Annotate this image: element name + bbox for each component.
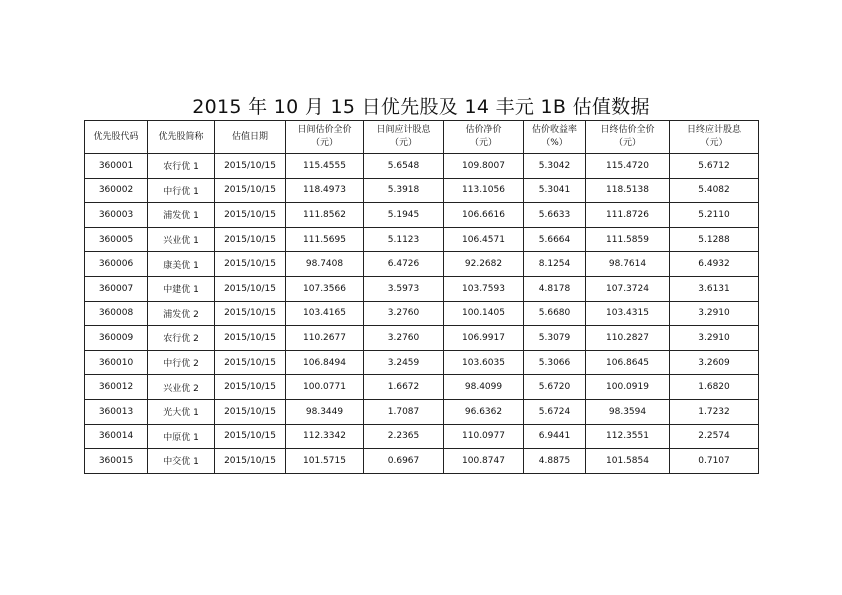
column-header xyxy=(524,121,586,154)
date-cell: 2015/10/15 xyxy=(215,375,286,400)
yield-cell: 5.6633 xyxy=(524,203,586,228)
table-body xyxy=(85,154,759,474)
table-row xyxy=(85,154,759,179)
yield-cell: 4.8178 xyxy=(524,276,586,301)
column-header-label: 日终应计股息 xyxy=(686,125,741,135)
code-cell: 360003 xyxy=(85,203,148,228)
intraday-accrued-dividend-cell: 5.3918 xyxy=(364,178,444,203)
code-cell: 360007 xyxy=(85,276,148,301)
intraday-accrued-dividend-cell: 2.2365 xyxy=(364,424,444,449)
column-header-label: 估值日期 xyxy=(231,131,268,142)
close-accrued-dividend-cell: 5.4082 xyxy=(670,178,759,203)
table-row xyxy=(85,375,759,400)
yield-cell: 8.1254 xyxy=(524,252,586,277)
column-header xyxy=(670,121,759,154)
name-cell: 光大优 1 xyxy=(148,399,215,424)
intraday-full-price-cell: 111.5695 xyxy=(286,227,364,252)
intraday-full-price-cell: 110.2677 xyxy=(286,326,364,351)
close-accrued-dividend-cell: 3.2910 xyxy=(670,326,759,351)
date-cell: 2015/10/15 xyxy=(215,449,286,474)
net-price-cell: 106.6616 xyxy=(444,203,524,228)
close-full-price-cell: 103.4315 xyxy=(586,301,670,326)
intraday-full-price-cell: 98.3449 xyxy=(286,399,364,424)
intraday-accrued-dividend-cell: 5.1945 xyxy=(364,203,444,228)
name-cell: 浦发优 2 xyxy=(148,301,215,326)
column-header-label: 日间估价全价 xyxy=(297,125,352,135)
table-header-row xyxy=(85,121,759,154)
intraday-full-price-cell: 112.3342 xyxy=(286,424,364,449)
intraday-full-price-cell: 115.4555 xyxy=(286,154,364,179)
close-full-price-cell: 115.4720 xyxy=(586,154,670,179)
yield-cell: 5.3066 xyxy=(524,350,586,375)
date-cell: 2015/10/15 xyxy=(215,326,286,351)
name-cell: 中行优 2 xyxy=(148,350,215,375)
intraday-accrued-dividend-cell: 3.2760 xyxy=(364,326,444,351)
net-price-cell: 109.8007 xyxy=(444,154,524,179)
close-full-price-cell: 111.5859 xyxy=(586,227,670,252)
yield-cell: 4.8875 xyxy=(524,449,586,474)
name-cell: 农行优 2 xyxy=(148,326,215,351)
table-row xyxy=(85,399,759,424)
close-accrued-dividend-cell: 2.2574 xyxy=(670,424,759,449)
intraday-full-price-cell: 98.7408 xyxy=(286,252,364,277)
date-cell: 2015/10/15 xyxy=(215,178,286,203)
close-accrued-dividend-cell: 5.1288 xyxy=(670,227,759,252)
close-accrued-dividend-cell: 3.6131 xyxy=(670,276,759,301)
intraday-full-price-cell: 118.4973 xyxy=(286,178,364,203)
intraday-accrued-dividend-cell: 1.7087 xyxy=(364,399,444,424)
close-accrued-dividend-cell: 1.7232 xyxy=(670,399,759,424)
column-header-label: 优先股代码 xyxy=(93,131,139,142)
column-header-unit: （元） xyxy=(613,138,641,148)
name-cell: 浦发优 1 xyxy=(148,203,215,228)
table-row xyxy=(85,350,759,375)
date-cell: 2015/10/15 xyxy=(215,227,286,252)
column-header-unit: （元） xyxy=(310,138,338,148)
close-accrued-dividend-cell: 3.2910 xyxy=(670,301,759,326)
column-header-label: 日间应计股息 xyxy=(376,125,431,135)
close-full-price-cell: 112.3551 xyxy=(586,424,670,449)
net-price-cell: 98.4099 xyxy=(444,375,524,400)
net-price-cell: 103.6035 xyxy=(444,350,524,375)
net-price-cell: 106.9917 xyxy=(444,326,524,351)
name-cell: 中原优 1 xyxy=(148,424,215,449)
net-price-cell: 100.1405 xyxy=(444,301,524,326)
code-cell: 360009 xyxy=(85,326,148,351)
intraday-accrued-dividend-cell: 3.2459 xyxy=(364,350,444,375)
intraday-full-price-cell: 107.3566 xyxy=(286,276,364,301)
close-full-price-cell: 98.3594 xyxy=(586,399,670,424)
code-cell: 360015 xyxy=(85,449,148,474)
yield-cell: 5.6724 xyxy=(524,399,586,424)
code-cell: 360013 xyxy=(85,399,148,424)
close-full-price-cell: 101.5854 xyxy=(586,449,670,474)
date-cell: 2015/10/15 xyxy=(215,350,286,375)
table-row xyxy=(85,203,759,228)
name-cell: 兴业优 1 xyxy=(148,227,215,252)
name-cell: 康美优 1 xyxy=(148,252,215,277)
net-price-cell: 103.7593 xyxy=(444,276,524,301)
document-title: 2015 年 10 月 15 日优先股及 14 丰元 1B 估值数据 xyxy=(192,96,650,118)
close-accrued-dividend-cell: 1.6820 xyxy=(670,375,759,400)
close-full-price-cell: 100.0919 xyxy=(586,375,670,400)
yield-cell: 5.3079 xyxy=(524,326,586,351)
column-header-label: 日终估价全价 xyxy=(600,125,655,135)
yield-cell: 5.3041 xyxy=(524,178,586,203)
intraday-accrued-dividend-cell: 3.2760 xyxy=(364,301,444,326)
net-price-cell: 113.1056 xyxy=(444,178,524,203)
yield-cell: 5.6680 xyxy=(524,301,586,326)
table-row xyxy=(85,301,759,326)
column-header-unit: （元） xyxy=(469,138,497,148)
table-row xyxy=(85,424,759,449)
name-cell: 兴业优 2 xyxy=(148,375,215,400)
table-row xyxy=(85,252,759,277)
table-row xyxy=(85,449,759,474)
close-accrued-dividend-cell: 6.4932 xyxy=(670,252,759,277)
column-header-unit: （元） xyxy=(389,138,417,148)
net-price-cell: 106.4571 xyxy=(444,227,524,252)
column-header-label: 估价净价 xyxy=(465,125,502,135)
intraday-full-price-cell: 103.4165 xyxy=(286,301,364,326)
column-header xyxy=(85,121,148,154)
intraday-full-price-cell: 106.8494 xyxy=(286,350,364,375)
table-row xyxy=(85,178,759,203)
column-header xyxy=(215,121,286,154)
close-accrued-dividend-cell: 0.7107 xyxy=(670,449,759,474)
code-cell: 360010 xyxy=(85,350,148,375)
date-cell: 2015/10/15 xyxy=(215,399,286,424)
column-header xyxy=(444,121,524,154)
code-cell: 360006 xyxy=(85,252,148,277)
name-cell: 中交优 1 xyxy=(148,449,215,474)
yield-cell: 5.6664 xyxy=(524,227,586,252)
net-price-cell: 100.8747 xyxy=(444,449,524,474)
code-cell: 360001 xyxy=(85,154,148,179)
close-accrued-dividend-cell: 5.6712 xyxy=(670,154,759,179)
close-full-price-cell: 118.5138 xyxy=(586,178,670,203)
name-cell: 中行优 1 xyxy=(148,178,215,203)
date-cell: 2015/10/15 xyxy=(215,424,286,449)
date-cell: 2015/10/15 xyxy=(215,203,286,228)
yield-cell: 5.6720 xyxy=(524,375,586,400)
code-cell: 360005 xyxy=(85,227,148,252)
code-cell: 360008 xyxy=(85,301,148,326)
net-price-cell: 110.0977 xyxy=(444,424,524,449)
yield-cell: 6.9441 xyxy=(524,424,586,449)
intraday-accrued-dividend-cell: 0.6967 xyxy=(364,449,444,474)
intraday-full-price-cell: 101.5715 xyxy=(286,449,364,474)
intraday-accrued-dividend-cell: 1.6672 xyxy=(364,375,444,400)
intraday-accrued-dividend-cell: 6.4726 xyxy=(364,252,444,277)
date-cell: 2015/10/15 xyxy=(215,276,286,301)
column-header-unit: （元） xyxy=(700,138,728,148)
close-accrued-dividend-cell: 5.2110 xyxy=(670,203,759,228)
column-header-label: 估价收益率 xyxy=(531,125,577,135)
close-accrued-dividend-cell: 3.2609 xyxy=(670,350,759,375)
date-cell: 2015/10/15 xyxy=(215,154,286,179)
code-cell: 360012 xyxy=(85,375,148,400)
column-header xyxy=(586,121,670,154)
column-header-unit: （%） xyxy=(541,138,568,148)
net-price-cell: 92.2682 xyxy=(444,252,524,277)
close-full-price-cell: 98.7614 xyxy=(586,252,670,277)
valuation-table xyxy=(84,120,759,474)
column-header xyxy=(364,121,444,154)
table-row xyxy=(85,227,759,252)
intraday-accrued-dividend-cell: 5.1123 xyxy=(364,227,444,252)
column-header xyxy=(148,121,215,154)
close-full-price-cell: 111.8726 xyxy=(586,203,670,228)
intraday-accrued-dividend-cell: 3.5973 xyxy=(364,276,444,301)
close-full-price-cell: 107.3724 xyxy=(586,276,670,301)
close-full-price-cell: 106.8645 xyxy=(586,350,670,375)
yield-cell: 5.3042 xyxy=(524,154,586,179)
column-header-label: 优先股简称 xyxy=(158,131,204,142)
net-price-cell: 96.6362 xyxy=(444,399,524,424)
intraday-full-price-cell: 111.8562 xyxy=(286,203,364,228)
code-cell: 360002 xyxy=(85,178,148,203)
name-cell: 中建优 1 xyxy=(148,276,215,301)
close-full-price-cell: 110.2827 xyxy=(586,326,670,351)
table-row xyxy=(85,326,759,351)
date-cell: 2015/10/15 xyxy=(215,252,286,277)
table-row xyxy=(85,276,759,301)
column-header xyxy=(286,121,364,154)
date-cell: 2015/10/15 xyxy=(215,301,286,326)
code-cell: 360014 xyxy=(85,424,148,449)
intraday-accrued-dividend-cell: 5.6548 xyxy=(364,154,444,179)
name-cell: 农行优 1 xyxy=(148,154,215,179)
intraday-full-price-cell: 100.0771 xyxy=(286,375,364,400)
